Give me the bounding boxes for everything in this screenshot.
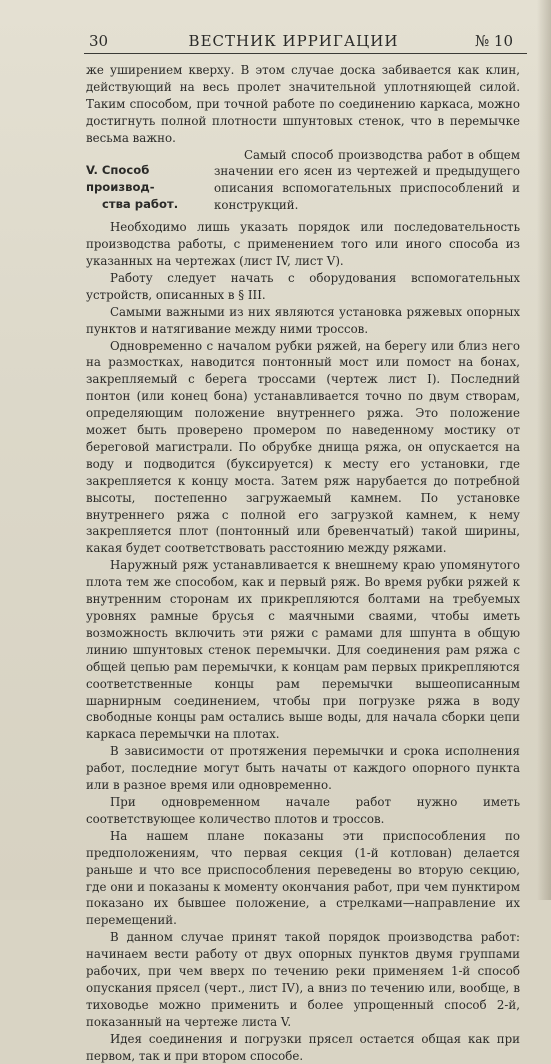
paragraph: На нашем плане показаны эти приспособления по предположениям, что первая секция (1-й котлован) делается раньше и что все приспособления переведены во вторую секцию, где они и показаны к моменту окончания работ, при чем пунктиром показано их бывшее положение, а стрелками—направление их перемещений. xyxy=(86,828,520,928)
page-number: 30 xyxy=(89,32,109,50)
paragraph: Одновременно с началом рубки ряжей, на берегу или близ него на размостках, наводится понтонный мост или помост на бонах, закрепляемый с берега троссами (чертеж лист I). Последний понтон (или конец бона) устанавливается точно по двум створам, определяющим положение внутреннего ряжа. Это положение может быть проверено промером по наведенному мостику от береговой магистрали. По обрубке днища ряжа, он опускается на воду и подводится (буксируется) к месту его установки, где закрепляется к концу моста. Затем ряж нарубается до потребной высоты, постепенно загружаемый камнем. По установке внутреннего ряжа с полной его загрузкой камнем, к нему закрепляется плот (понтонный или бревенчатый) такой ширины, какая будет соответствовать расстоянию между ряжами. xyxy=(86,338,520,556)
paragraph: же уширением кверху. В этом случае доска забивается как клин, действующий на весь пролет значительной уплотняющей силой. Таким способом, при точной работе по соединению каркаса, можно достигнуть полной плотности шпунтовых стенок, что в перемычке весьма важно. xyxy=(86,63,520,145)
header-rule xyxy=(84,53,527,54)
section-heading xyxy=(86,162,204,213)
issue-number: № 10 xyxy=(474,32,513,50)
article-body xyxy=(86,62,520,1064)
paragraph: В зависимости от протяжения перемычки и срока исполнения работ, последние могут быть начаты от каждого опорного пункта или в разное время или одновременно. xyxy=(86,744,520,793)
paragraph: В данном случае принят такой порядок производства работ: начинаем вести работу от двух опорных пунктов двумя группами рабочих, при чем вверх по течению реки применяем 1-й способ опускания прясел (черт., лист IV), а вниз по течению или, вообще, в тиховодье можно применить и более упрощенный способ 2-й, показанный на чертеже листа V. xyxy=(86,930,520,1029)
section-heading-line1: V. Способ производ- xyxy=(86,162,155,194)
paragraph: Необходимо лишь указать порядок или последовательность производства работы, с применением того или иного способа из указанных на чертежах (лист IV, лист V). xyxy=(86,220,520,268)
paragraph: Самыми важными из них являются установка ряжевых опорных пунктов и натягивание между ними тросcов. xyxy=(86,304,520,336)
paragraph: Наружный ряж устанавливается к внешнему краю упомянутого плота тем же способом, как и первый ряж. Во время рубки ряжей к внутренним сторонам их прикрепляются болтами на требуемых уровнях рамные брусья с маячными сваями, чтобы иметь возможность включить эти ряжи с рамами для шпунта в общую линию шпунтовых стенок перемычки. Для соединения рам ряжа с общей цепью рам перемычки, к концам рам первых прикрепляются соответственные концы рам перемычки вышеописанным шарнирным соединением, чтобы при погрузке ряжа в воду свободные концы рам остались выше воды, для начала сборки цепи каркаса перемычки на плотах. xyxy=(86,558,520,742)
page-header xyxy=(60,32,527,52)
paragraph: Работу следует начать с оборудования вспомогательных устройств, описанных в § III. xyxy=(86,270,520,302)
section-heading-line2: ства работ. xyxy=(102,196,179,211)
paragraph: Идея соединения и погрузки прясел остается общая как при первом, так и при втором способе. xyxy=(86,1031,520,1063)
paragraph: Самый способ производства работ в общем значении его ясен из чертежей и предыдущего описания вспомогательных приспособлений и конструкций. xyxy=(214,147,520,213)
journal-title: ВЕСТНИК ИРРИГАЦИИ xyxy=(188,32,399,50)
paragraph: При одновременном начале работ нужно иметь соответствующее количество плотов и тросcов. xyxy=(86,794,520,826)
